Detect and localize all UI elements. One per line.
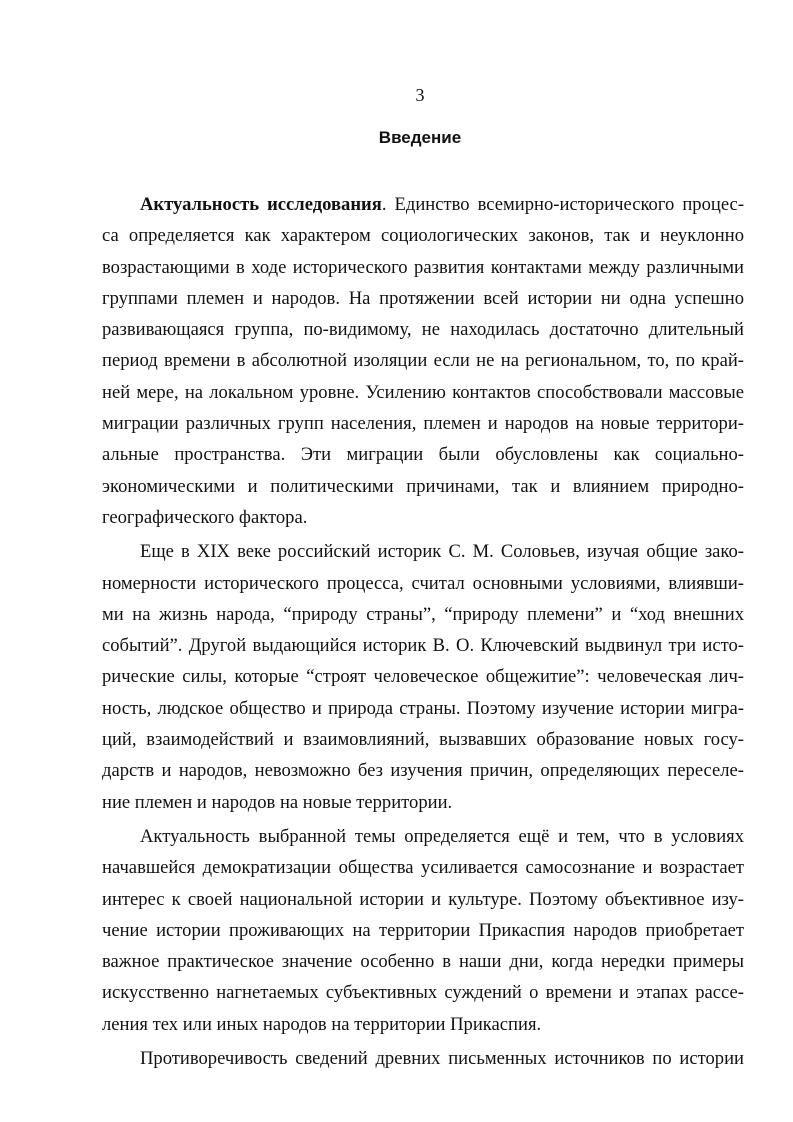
paragraph-2 (102, 536, 744, 818)
paragraph-line: Актуальность выбранной темы определяется ещё и тем, что в условиях (140, 825, 744, 847)
paragraph-line: рические силы, которые “строят человеческое общежитие”: человеческая лич- (102, 666, 744, 688)
paragraph-line: ность, людское общество и природа страны. Поэтому изучение истории мигра- (102, 697, 744, 719)
paragraph-line: экономическими и политическими причинами, так и влиянием природно- (102, 475, 744, 497)
paragraph-line: ние племен и народов на новые территории. (102, 791, 453, 813)
paragraph-line (102, 189, 744, 220)
paragraph-line: са определяется как характером социологических законов, так и неуклонно (102, 225, 744, 247)
paragraph-line: альные пространства. Эти миграции были обусловлены как социально- (102, 444, 744, 466)
paragraph-line: чение истории проживающих на территории Прикаспия народов приобретает (102, 919, 744, 941)
paragraph-line: интерес к своей национальной истории и культуре. Поэтому объективное изу- (102, 888, 744, 910)
paragraph-line: дарств и народов, невозможно без изучения причин, определяющих переселе- (102, 760, 744, 782)
paragraph-line: номерности исторического процесса, считал основными условиями, влиявши- (102, 572, 744, 594)
paragraph-line: ций, взаимодействий и взаимовлияний, вызвавших образование новых госу- (102, 729, 744, 751)
paragraph-line: ления тех или иных народов на территории Прикаспия. (102, 1013, 542, 1035)
paragraph-3 (102, 821, 744, 1040)
paragraph-line: возрастающими в ходе исторического развития контактами между различными (102, 256, 744, 278)
paragraph-line: важное практическое значение особенно в наши дни, когда нередки примеры (102, 951, 744, 973)
paragraph-line: ней мере, на локальном уровне. Усилению контактов способствовали массовые (102, 381, 744, 403)
paragraph-line: группами племен и народов. На протяжении всей истории ни одна успешно (102, 287, 744, 309)
paragraph-line: искусственно нагнетаемых субъективных суждений о времени и этапах рассе- (102, 982, 744, 1004)
paragraph-line: Противоречивость сведений древних письменных источников по истории (140, 1048, 744, 1070)
paragraph-1 (102, 189, 744, 533)
paragraph-line: событий”. Другой выдающийся историк В. О. Ключевский выдвинул три исто- (102, 635, 744, 657)
bold-lead-phrase: Актуальность исследования (140, 194, 382, 215)
paragraph-line: начавшейся демократизации общества усиливается самосознание и возрастает (102, 857, 744, 879)
paragraph-4 (102, 1043, 744, 1074)
paragraph-line: развивающаяся группа, по-видимому, не находилась достаточно длительный (102, 319, 744, 341)
body-text (102, 189, 744, 1074)
paragraph-line: период времени в абсолютной изоляции если не на региональном, то, по край- (102, 350, 744, 372)
paragraph-line: миграции различных групп населения, племен и народов на новые территори- (102, 413, 744, 435)
line-text: . Единство всемирно-исторического процес- (381, 194, 745, 215)
paragraph-line: географического фактора. (102, 506, 308, 528)
paragraph-line: Еще в XIX веке российский историк С. М. Соловьев, изучая общие зако- (140, 541, 744, 563)
section-heading: Введение (378, 128, 462, 147)
paragraph-line: ми на жизнь народа, “природу страны”, “природу племени” и “ход внешних (102, 603, 744, 625)
page-number: 3 (415, 85, 425, 105)
